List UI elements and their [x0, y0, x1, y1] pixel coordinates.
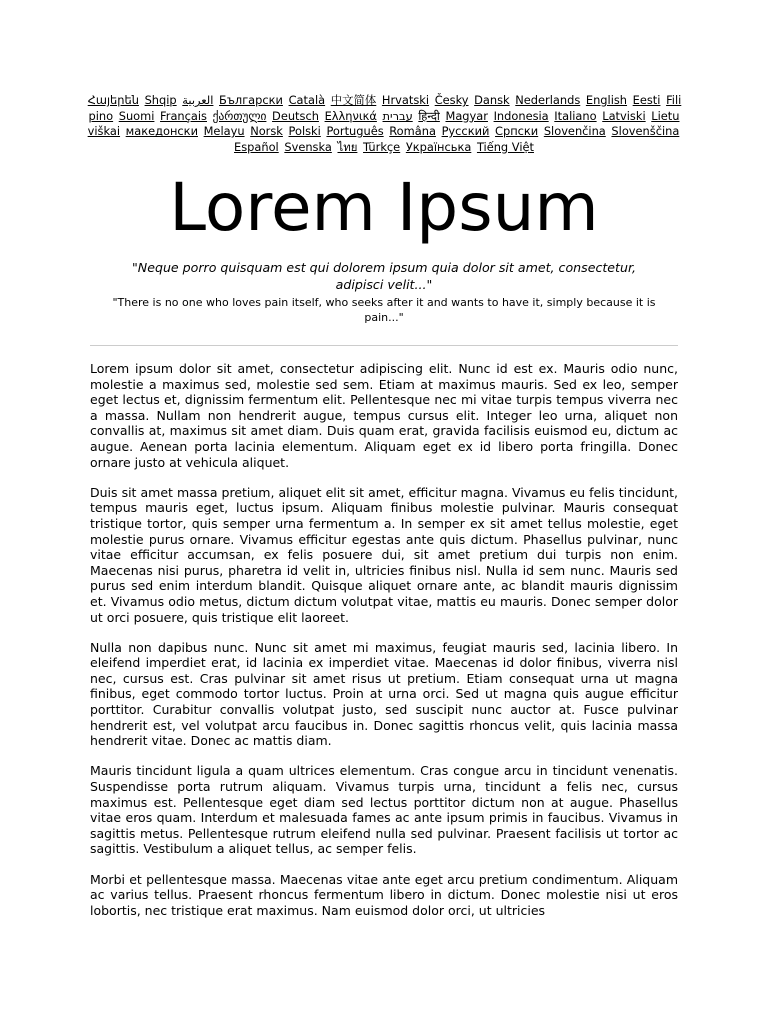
- language-link-cs[interactable]: Česky: [434, 93, 469, 107]
- language-link-en[interactable]: English: [585, 93, 628, 107]
- language-link-el[interactable]: Ελληνικά: [324, 108, 377, 123]
- language-link-pl[interactable]: Polski: [288, 124, 321, 139]
- header-divider: [90, 345, 678, 346]
- language-link-hu[interactable]: Magyar: [445, 108, 488, 123]
- language-link-nl[interactable]: Nederlands: [515, 93, 581, 107]
- language-link-ca[interactable]: Català: [288, 93, 326, 107]
- language-link-fr[interactable]: Français: [160, 108, 207, 123]
- paragraph: Morbi et pellentesque massa. Maecenas vitae ante eget arcu pretium condimentum. Aliquam ac varius tellus. Praesent rhoncus fermentum libero in dictum. Donec molestie nisi ut eros lobortis, nec tristique erat maximus. Nam euismod dolor orci, ut ultricies: [90, 871, 678, 918]
- language-link-id[interactable]: Indonesia: [493, 108, 549, 123]
- language-link-fil[interactable]: Filipino: [88, 93, 682, 123]
- paragraph: Mauris tincidunt ligula a quam ultrices elementum. Cras congue arcu in tincidunt venenatis. Suspendisse porta rutrum aliquam. Vivamus turpis urna, tincidunt a felis nec, cursus maximus est. Pellentesque eget diam sed lectus porttitor dictum non at augue. Phasellus vitae eros quam. Interdum et malesuada fames ac ante ipsum primis in faucibus. Vivamus in sagittis metus. Pellentesque rutrum eleifend nulla sed pulvinar. Praesent facilisis ut tortor ac sagittis. Vestibulum a aliquet tellus, ac semper felis.: [90, 763, 678, 857]
- language-link-sq[interactable]: Shqip: [144, 93, 177, 107]
- paragraph: Nulla non dapibus nunc. Nunc sit amet mi maximus, feugiat mauris sed, lacinia libero. In eleifend imperdiet erat, id lacinia ex imperdiet vitae. Maecenas id dolor finibus, viverra nisl nec, cursus est. Cras pulvinar sit amet risus ut pretium. Etiam consequat urna ut magna finibus, eget commodo tortor luctus. Proin at urna orci. Sed ut magna quis augue efficitur porttitor. Curabitur convallis volutpat justo, sed suscipit nunc auctor at. Fusce pulvinar hendrerit est, vel volutpat arcu faucibus in. Donec sagittis rhoncus velit, quis lacinia massa hendrerit vitae. Donec ac mattis diam.: [90, 639, 678, 749]
- language-link-hi[interactable]: हिन्दी: [418, 108, 440, 123]
- language-link-et[interactable]: Eesti: [632, 93, 661, 107]
- language-link-th[interactable]: ไทย: [337, 139, 358, 154]
- language-link-de[interactable]: Deutsch: [272, 108, 319, 123]
- language-link-sv[interactable]: Svenska: [284, 139, 332, 154]
- language-link-hr[interactable]: Hrvatski: [381, 93, 430, 107]
- language-link-fi[interactable]: Suomi: [118, 108, 155, 123]
- english-quote: "There is no one who loves pain itself, who seeks after it and wants to have it, simply because it is pain...": [112, 296, 656, 324]
- page-title: Lorem Ipsum: [169, 169, 599, 246]
- language-link-bg[interactable]: Български: [219, 93, 283, 107]
- language-links: [86, 93, 682, 155]
- language-link-ar[interactable]: العربية: [182, 93, 214, 107]
- language-link-ms[interactable]: Melayu: [203, 124, 245, 139]
- lorem-content: [90, 361, 678, 933]
- language-link-mk[interactable]: македонски: [125, 124, 198, 139]
- language-link-pt[interactable]: Português: [326, 124, 384, 139]
- language-link-ka[interactable]: ქართული: [212, 108, 267, 123]
- language-link-sr[interactable]: Српски: [495, 124, 539, 139]
- language-link-sk[interactable]: Slovenčina: [543, 124, 606, 139]
- language-link-vi[interactable]: Tiếng Việt: [476, 139, 534, 154]
- language-link-lv[interactable]: Latviski: [602, 108, 646, 123]
- language-link-hy[interactable]: Հայերեն: [87, 93, 139, 107]
- language-link-tr[interactable]: Türkçe: [363, 139, 401, 154]
- language-link-ru[interactable]: Pyccкий: [441, 124, 490, 139]
- language-link-uk[interactable]: Українська: [405, 139, 472, 154]
- language-link-es[interactable]: Español: [234, 139, 279, 154]
- language-link-ro[interactable]: Româna: [389, 124, 436, 139]
- language-link-he[interactable]: עברית: [382, 108, 413, 123]
- language-link-da[interactable]: Dansk: [474, 93, 510, 107]
- language-link-it[interactable]: Italiano: [554, 108, 597, 123]
- language-link-no[interactable]: Norsk: [250, 124, 283, 139]
- language-link-lt[interactable]: Lietuviškai: [87, 108, 680, 139]
- language-link-sl[interactable]: Slovenščina: [611, 124, 680, 139]
- paragraph: Lorem ipsum dolor sit amet, consectetur adipiscing elit. Nunc id est ex. Mauris odio nunc, molestie a maximus sed, molestie sed sem. Etiam at maximus mauris. Sed ex leo, semper eget lectus et, dignissim fermentum elit. Pellentesque nec mi vitae turpis tempus viverra nec a massa. Nullam non hendrerit augue, tempus cursus elit. Integer leo urna, aliquet non convallis at, maximus sit amet diam. Duis quam erat, gravida facilisis euismod eu, dictum ac augue. Aenean porta lacinia elementum. Aliquam eget ex id libero porta fringilla. Donec ornare justo at vehicula aliquet.: [90, 361, 678, 470]
- latin-quote: "Neque porro quisquam est qui dolorem ipsum quia dolor sit amet, consectetur, adipisci velit...": [131, 260, 637, 292]
- language-link-zh[interactable]: 中文简体: [330, 93, 377, 107]
- paragraph: Duis sit amet massa pretium, aliquet elit sit amet, efficitur magna. Vivamus eu felis tincidunt, tempus mauris eget, luctus ipsum. Aliquam finibus molestie pulvinar. Mauris consequat tristique tortor, quis semper urna fermentum a. In semper ex sit amet tellus molestie, eget molestie purus ornare. Vivamus efficitur egestas ante quis dictum. Phasellus pulvinar, nunc vitae efficitur accumsan, ex felis posuere dui, sit amet pretium dui turpis non enim. Maecenas nisi purus, pharetra id velit in, ultricies finibus nisl. Nulla id sem nunc. Mauris sed purus sed enim interdum blandit. Quisque aliquet ornare ante, ac blandit mauris dignissim et. Vivamus odio metus, dictum dictum volutpat vitae, mattis eu mauris. Donec semper dolor ut orci posuere, quis tristique elit laoreet.: [90, 484, 678, 625]
